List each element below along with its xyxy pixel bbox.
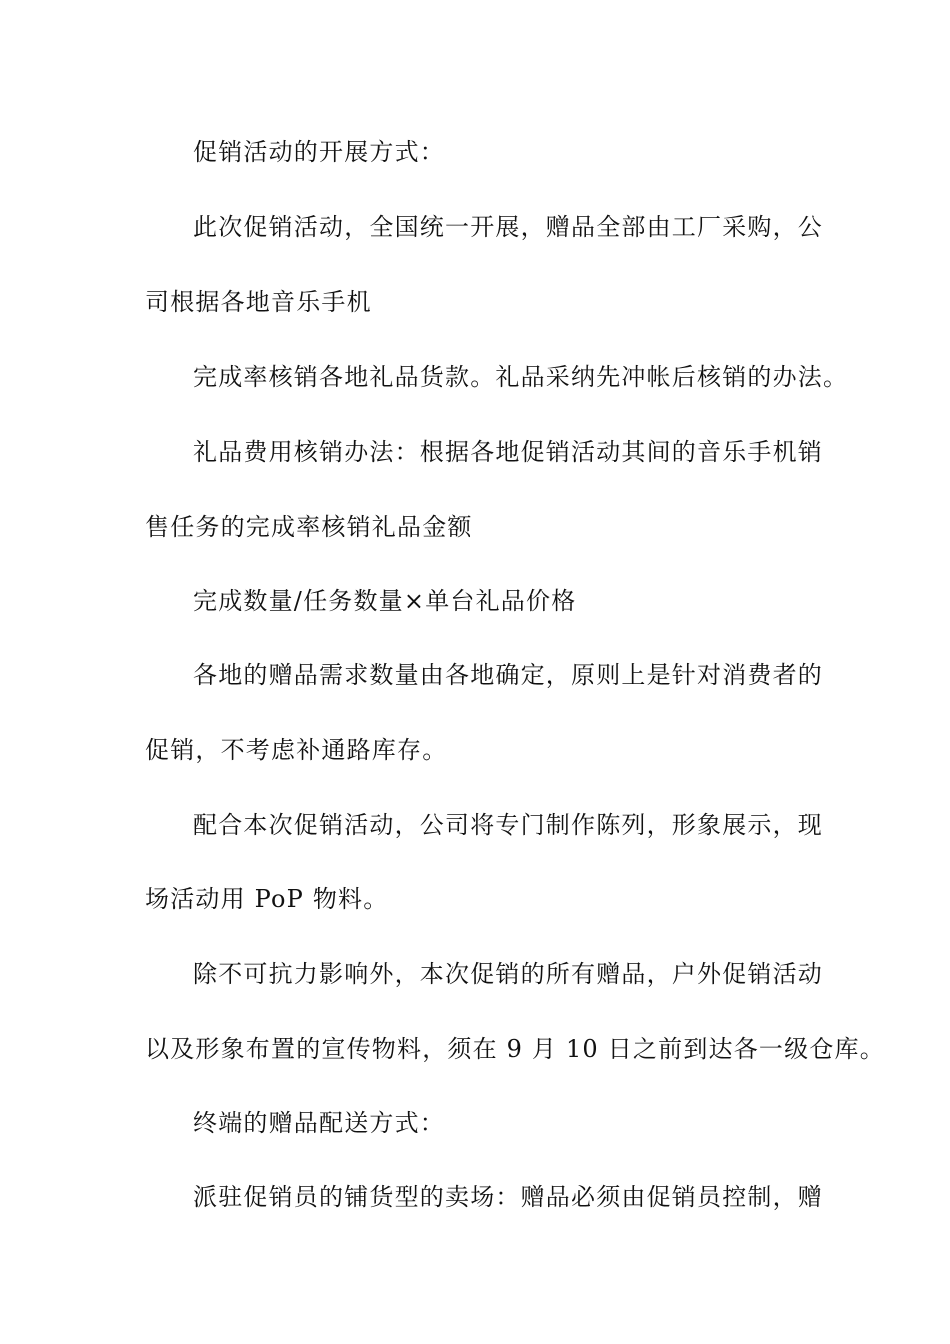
paragraph-line: 场活动用 PoP 物料。 xyxy=(145,885,389,913)
paragraph-line: 配合本次促销活动，公司将专门制作陈列，形象展示，现 xyxy=(193,811,823,839)
paragraph-line: 终端的赠品配送方式： xyxy=(193,1109,445,1137)
paragraph-line: 各地的赠品需求数量由各地确定，原则上是针对消费者的 xyxy=(193,661,823,689)
paragraph-line: 礼品费用核销办法：根据各地促销活动其间的音乐手机销 xyxy=(193,438,823,466)
paragraph-line: 完成数量/任务数量×单台礼品价格 xyxy=(193,587,577,615)
paragraph-line: 促销，不考虑补通路库存。 xyxy=(145,736,448,764)
paragraph-line: 以及形象布置的宣传物料，须在 9 月 10 日之前到达各一级仓库。 xyxy=(145,1035,885,1063)
paragraph-line: 完成率核销各地礼品货款。礼品采纳先冲帐后核销的办法。 xyxy=(193,363,849,391)
paragraph-line: 除不可抗力影响外，本次促销的所有赠品，户外促销活动 xyxy=(193,960,823,988)
paragraph-line: 司根据各地音乐手机 xyxy=(145,288,372,316)
paragraph-line: 售任务的完成率核销礼品金额 xyxy=(145,513,473,541)
paragraph-line: 促销活动的开展方式： xyxy=(193,138,445,166)
paragraph-line: 此次促销活动，全国统一开展，赠品全部由工厂采购，公 xyxy=(193,213,823,241)
paragraph-line: 派驻促销员的铺货型的卖场：赠品必须由促销员控制，赠 xyxy=(193,1183,823,1211)
